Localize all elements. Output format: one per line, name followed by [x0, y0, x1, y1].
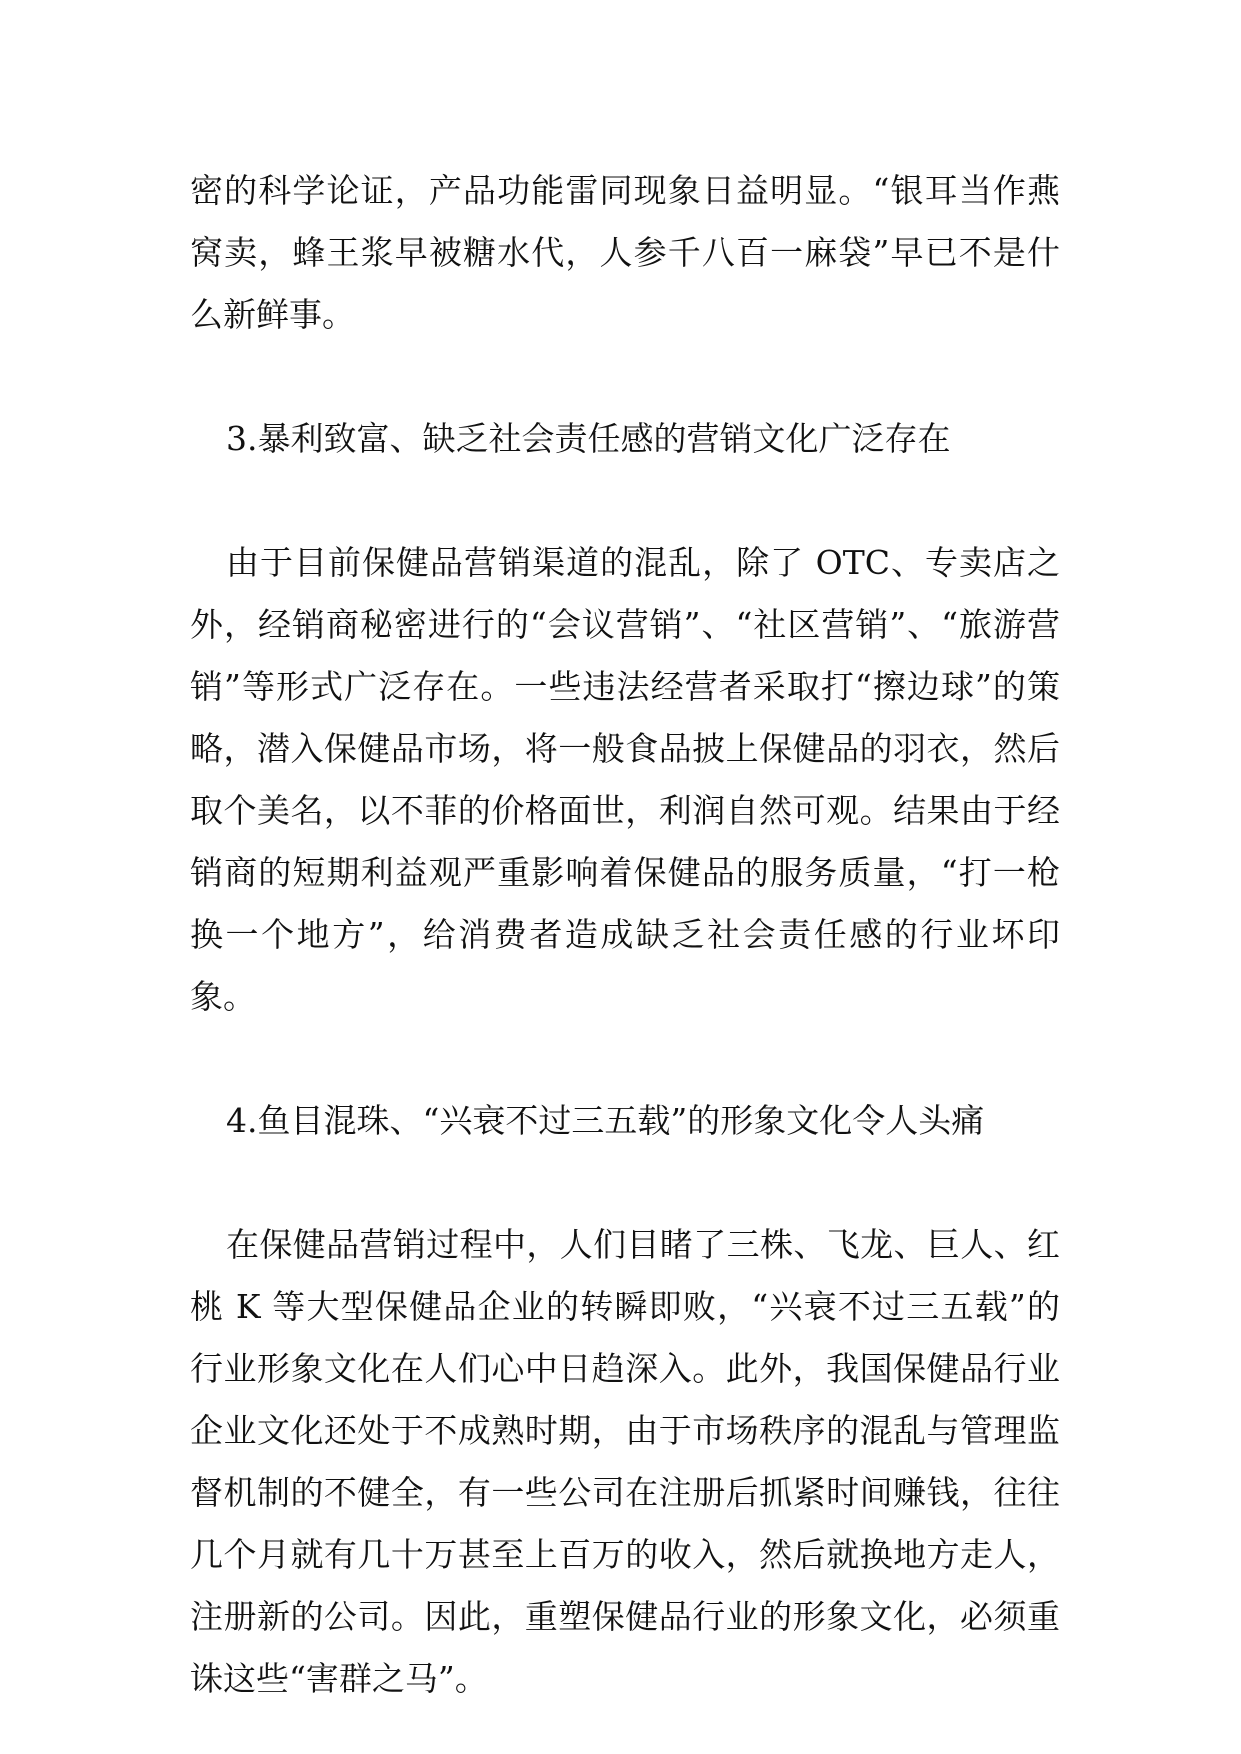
- paragraph-image-culture: 在保健品营销过程中，人们目睹了三株、飞龙、巨人、红桃 K 等大型保健品企业的转瞬即败，“兴衰不过三五载”的行业形象文化在人们心中日趋深入。此外，我国保健品行业企业文化还处于不成熟时期，由于市场秩序的混乱与管理监督机制的不健全，有一些公司在注册后抓紧时间赚钱，往往几个月就有几十万甚至上百万的收入，然后就换地方走人，注册新的公司。因此，重塑保健品行业的形象文化，必须重诛这些“害群之马”。: [190, 1225, 1060, 1698]
- paragraph-gap: [190, 1028, 1060, 1090]
- section-heading-4: 4.鱼目混珠、“兴衰不过三五载”的形象文化令人头痛: [226, 1101, 985, 1140]
- paragraph-gap: [190, 470, 1060, 532]
- paragraph-gap: [190, 346, 1060, 408]
- document-page: [190, 160, 1060, 1710]
- section-heading-3: 3.暴利致富、缺乏社会责任感的营销文化广泛存在: [226, 419, 951, 458]
- paragraph-gap: [190, 1152, 1060, 1214]
- paragraph-marketing-channels: 由于目前保健品营销渠道的混乱，除了 OTC、专卖店之外，经销商秘密进行的“会议营销”、“社区营销”、“旅游营销”等形式广泛存在。一些违法经营者采取打“擦边球”的策略，潜入保健品市场，将一般食品披上保健品的羽衣，然后取个美名，以不菲的价格面世，利润自然可观。结果由于经销商的短期利益观严重影响着保健品的服务质量，“打一枪换一个地方”，给消费者造成缺乏社会责任感的行业坏印象。: [190, 543, 1060, 1016]
- paragraph-continued: 密的科学论证，产品功能雷同现象日益明显。“银耳当作燕窝卖，蜂王浆早被糖水代，人参千八百一麻袋”早已不是什么新鲜事。: [190, 171, 1060, 334]
